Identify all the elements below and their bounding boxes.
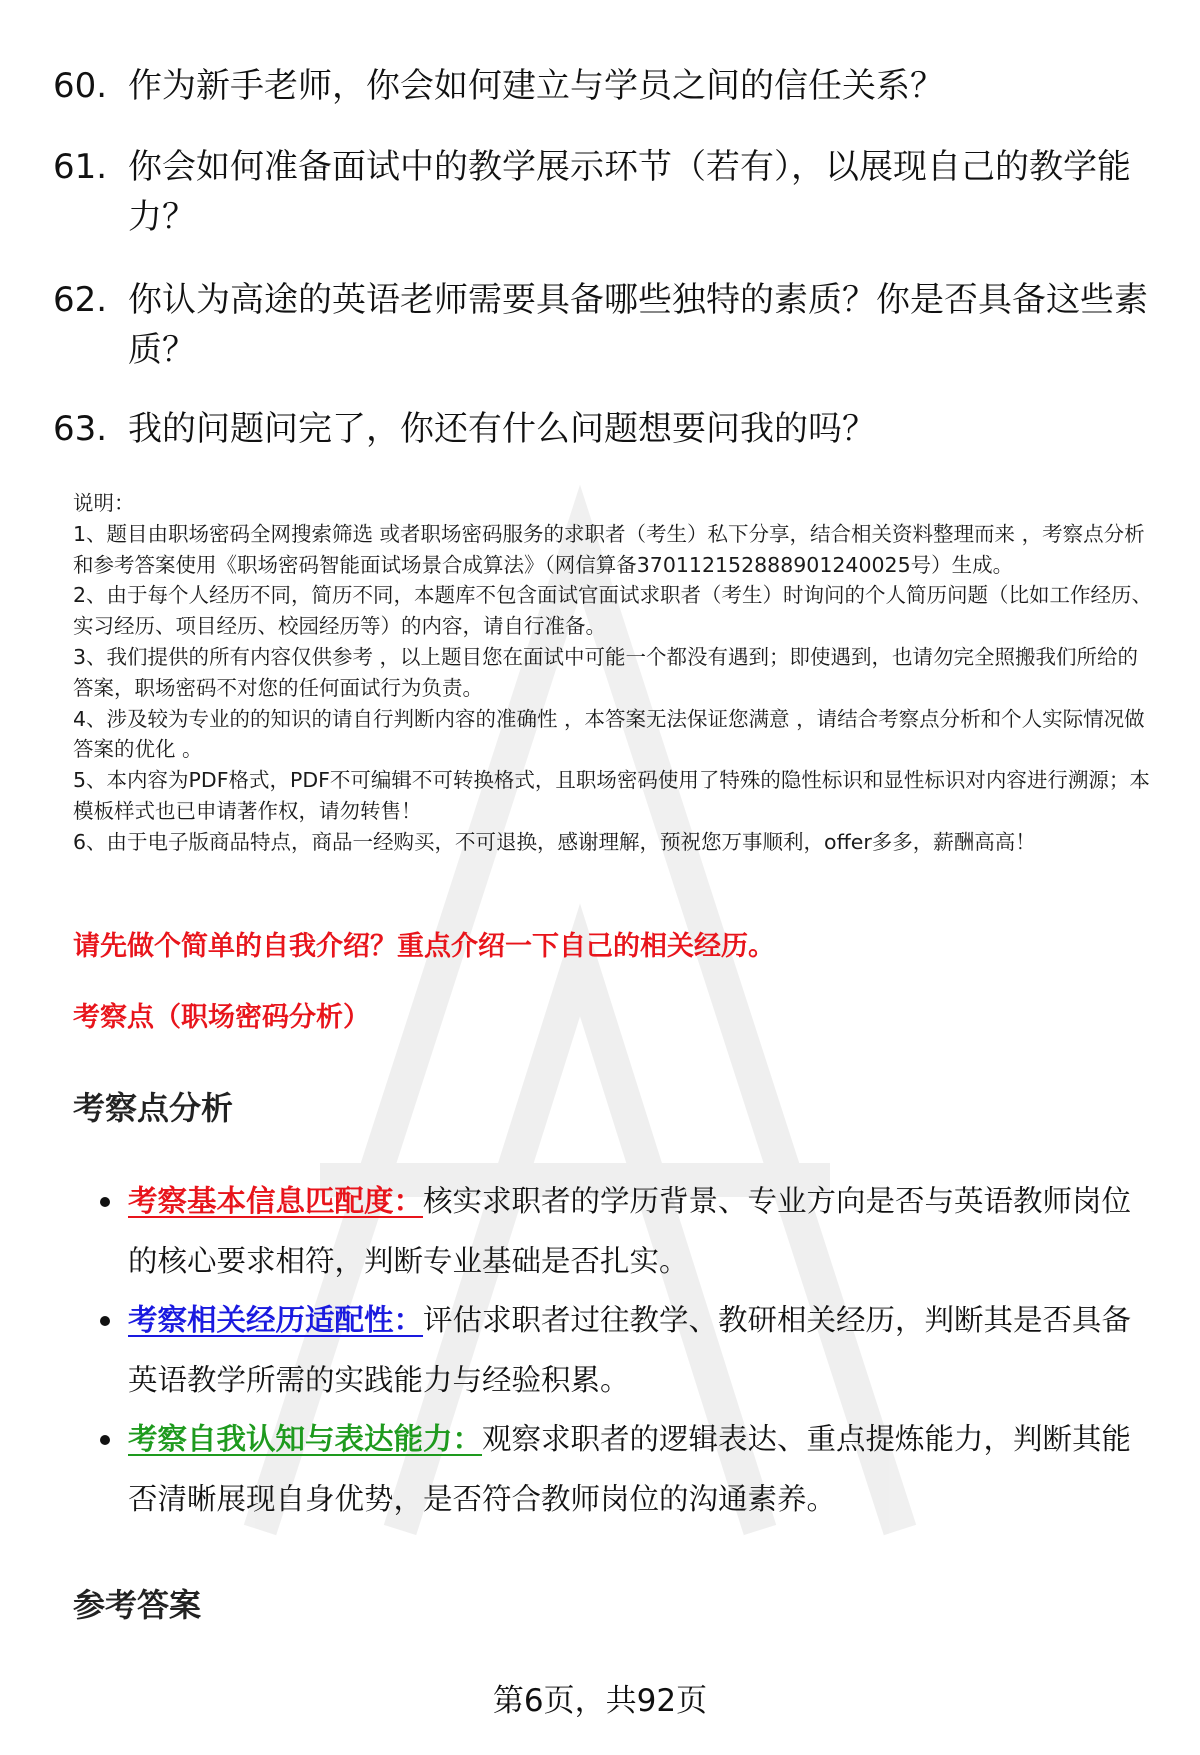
bullet-dot-icon (100, 1410, 128, 1529)
question-number: 63. (53, 409, 108, 449)
bullet-item (100, 1291, 1150, 1410)
question-61 (53, 142, 1153, 242)
bullet-item (100, 1410, 1150, 1529)
question-number: 60. (53, 66, 108, 106)
note-item: 4、涉及较为专业的的知识的请自行判断内容的准确性 ，本答案无法保证您满意 ，请结合考察点分析和个人实际情况做答案的优化 。 (73, 706, 1145, 762)
bullet-text: 核实求职者的学历背景、专业方向是否与英语教师岗位的核心要求相符，判断专业基础是否扎实。 (128, 1184, 1132, 1278)
bullet-label: 考察相关经历适配性： (128, 1303, 424, 1337)
question-number: 61. (53, 147, 108, 187)
bullet-label: 考察自我认知与表达能力： (128, 1422, 483, 1456)
analysis-label: 考察点（职场密码分析） (73, 1002, 370, 1033)
question-text: 作为新手老师，你会如何建立与学员之间的信任关系？ (128, 66, 944, 106)
note-item: 1、题目由职场密码全网搜索筛选 或者职场密码服务的求职者（考生）私下分享，结合相关资料整理而来 ，考察点分析和参考答案使用《职场密码智能面试场景合成算法》（网信算备370112152888901240025号）生成。 (73, 521, 1145, 577)
answer-heading: 参考答案 (73, 1586, 202, 1624)
question-text: 你会如何准备面试中的教学展示环节（若有），以展现自己的教学能力？ (128, 147, 1131, 237)
bullet-label: 考察基本信息匹配度： (128, 1184, 424, 1218)
note-item: 2、由于每个人经历不同，简历不同，本题库不包含面试官面试求职者（考生）时询问的个人简历问题（比如工作经历、实习经历、项目经历、校园经历等）的内容，请自行准备。 (73, 583, 1153, 639)
analysis-bullets (100, 1172, 1150, 1529)
bullet-dot-icon (100, 1291, 128, 1410)
question-text: 我的问题问完了，你还有什么问题想要问我的吗？ (128, 409, 876, 449)
notes-title: 说明： (73, 491, 135, 515)
question-62 (53, 275, 1153, 375)
main-question: 请先做个简单的自我介绍？重点介绍一下自己的相关经历。 (73, 931, 775, 962)
question-number: 62. (53, 280, 108, 320)
note-item: 5、本内容为PDF格式，PDF不可编辑不可转换格式，且职场密码使用了特殊的隐性标识和显性标识对内容进行溯源；本模板样式也已申请著作权，请勿转售！ (73, 768, 1150, 823)
page-footer: 第6页，共92页 (492, 1683, 708, 1719)
question-60 (53, 61, 1153, 111)
question-63 (53, 404, 1153, 454)
bullet-text: 评估求职者过往教学、教研相关经历，判断其是否具备英语教学所需的实践能力与经验积累。 (128, 1303, 1132, 1397)
question-text: 你认为高途的英语老师需要具备哪些独特的素质？你是否具备这些素质？ (128, 280, 1148, 370)
bullet-text: 观察求职者的逻辑表达、重点提炼能力，判断其能否清晰展现自身优势，是否符合教师岗位的沟通素养。 (128, 1422, 1132, 1516)
analysis-heading: 考察点分析 (73, 1089, 234, 1127)
notes-section (73, 488, 1158, 858)
note-item: 6、由于电子版商品特点，商品一经购买，不可退换，感谢理解，预祝您万事顺利，offer多多，薪酬高高！ (73, 829, 1036, 854)
bullet-dot-icon (100, 1172, 128, 1291)
note-item: 3、我们提供的所有内容仅供参考 ，以上题目您在面试中可能一个都没有遇到；即使遇到，也请勿完全照搬我们所给的答案，职场密码不对您的任何面试行为负责。 (73, 644, 1139, 700)
bullet-item (100, 1172, 1150, 1291)
